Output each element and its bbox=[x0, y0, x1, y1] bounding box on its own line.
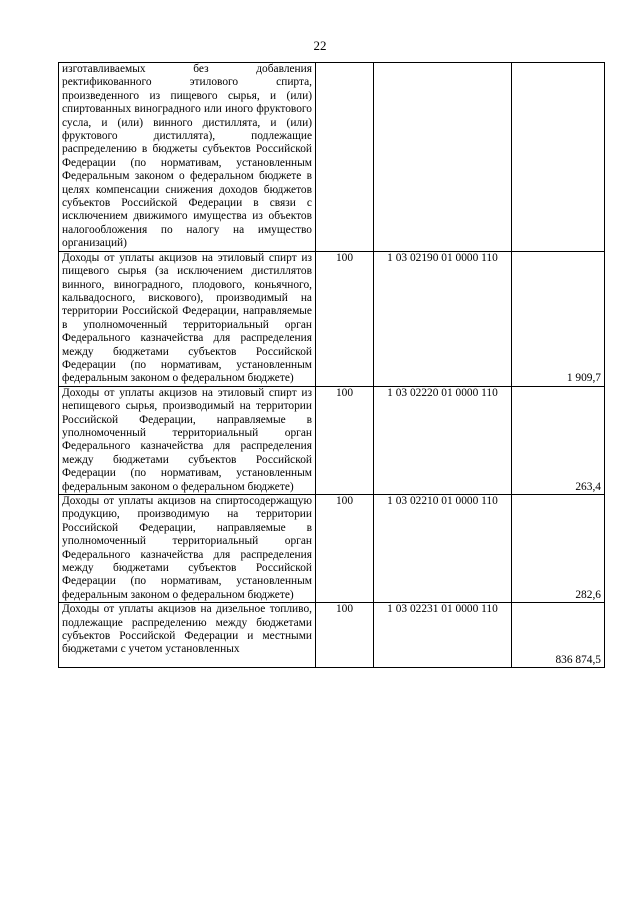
row-amount: 282,6 bbox=[512, 495, 605, 603]
row-budget-code: 1 03 02220 01 0000 110 bbox=[374, 386, 512, 494]
row-admin-code: 100 bbox=[316, 251, 374, 386]
row-admin-code: 100 bbox=[316, 495, 374, 603]
row-budget-code: 1 03 02231 01 0000 110 bbox=[374, 603, 512, 668]
row-budget-code bbox=[374, 63, 512, 252]
table-row bbox=[59, 386, 605, 494]
page-number: 22 bbox=[313, 38, 327, 53]
row-description: Доходы от уплаты акцизов на этиловый спирт из непищевого сырья, производимый на территории Российской Федерации, направляемые в уполномоченный территориальный орган Федерального казначейства для распределения между бюджетами субъектов Российской Федерации (по нормативам, установленным федеральным законом о федеральном бюджете) bbox=[59, 386, 316, 494]
table-row bbox=[59, 603, 605, 668]
row-description: Доходы от уплаты акцизов на этиловый спирт из пищевого сырья (за исключением дистиллятов винного, виноградного, плодового, коньячного, кальвадосного, вискового), производимый на территории Российской Федерации, направляемые в уполномоченный территориальный орган Федерального казначейства для распределения между бюджетами субъектов Российской Федерации (по нормативам, установленным федеральным законом о федеральном бюджете) bbox=[59, 251, 316, 386]
table-row bbox=[59, 251, 605, 386]
row-description-text: Доходы от уплаты акцизов на дизельное топливо, подлежащие распределению между бюджетами субъектов Российской Федерации и местными бюджетами с учетом установленных bbox=[62, 603, 312, 656]
row-admin-code: 100 bbox=[316, 386, 374, 494]
row-budget-code: 1 03 02190 01 0000 110 bbox=[374, 251, 512, 386]
revenue-table bbox=[58, 62, 605, 668]
table-row bbox=[59, 495, 605, 603]
row-description: Доходы от уплаты акцизов на спиртосодержащую продукцию, производимую на территории Российской Федерации, направляемые в уполномоченный территориальный орган Федерального казначейства для распределения между бюджетами субъектов Российской Федерации (по нормативам, установленным федеральным законом о федеральном бюджете) bbox=[59, 495, 316, 603]
row-amount bbox=[512, 63, 605, 252]
row-admin-code bbox=[316, 63, 374, 252]
table-row bbox=[59, 63, 605, 252]
row-amount: 263,4 bbox=[512, 386, 605, 494]
row-description: изготавливаемых без добавления ректификованного этилового спирта, произведенного из пищевого сырья, и (или) спиртованных виноградного или иного фруктового сусла, и (или) винного дистиллята, и (или) фруктового дистиллята), подлежащие распределению в бюджеты субъектов Российской Федерации (по нормативам, установленным Федеральным законом о федеральном бюджете в целях компенсации снижения доходов бюджетов субъектов Российской Федерации в связи с исключением движимого имущества из объектов налогообложения по налогу на имущество организаций) bbox=[59, 63, 316, 252]
row-amount: 836 874,5 bbox=[512, 603, 605, 668]
row-admin-code: 100 bbox=[316, 603, 374, 668]
row-description bbox=[59, 603, 316, 668]
row-amount: 1 909,7 bbox=[512, 251, 605, 386]
row-budget-code: 1 03 02210 01 0000 110 bbox=[374, 495, 512, 603]
